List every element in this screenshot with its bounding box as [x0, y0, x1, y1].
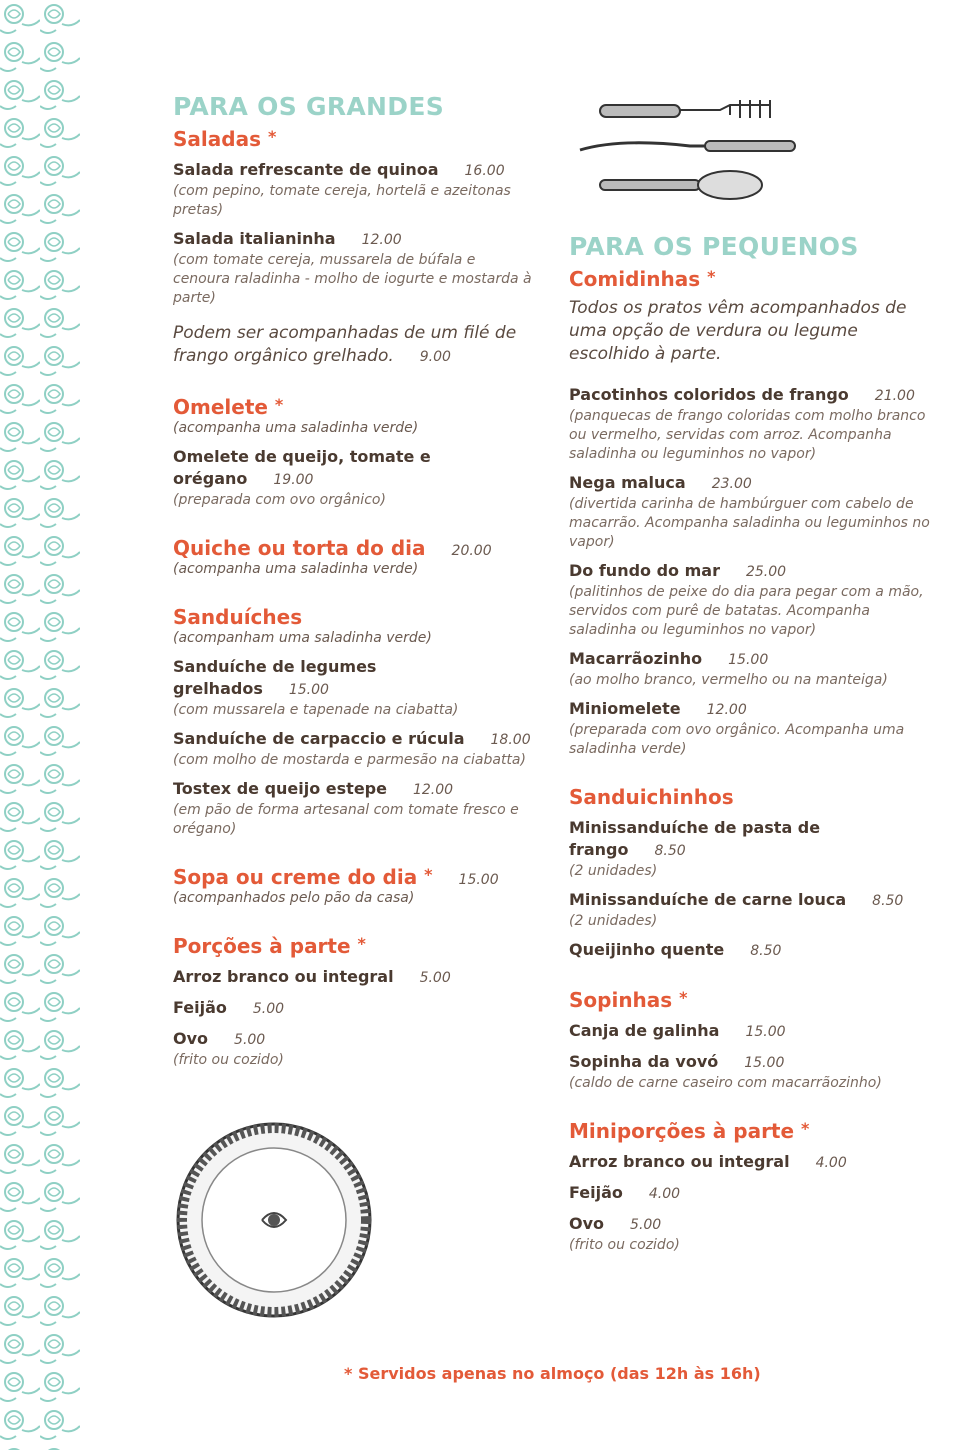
item-name: Nega maluca: [569, 473, 686, 492]
lunch-star: *: [357, 934, 366, 953]
category-porcoes: [173, 934, 533, 1070]
section-title-pequenos: PARA OS PEQUENOS: [569, 232, 859, 261]
plate-icon: [172, 1120, 377, 1320]
menu-item: [173, 446, 533, 510]
item-name: Feijão: [173, 998, 227, 1017]
item-price: 12.00: [412, 782, 454, 798]
category-sopinhas: [569, 988, 939, 1093]
swirl-border-pattern: [0, 0, 80, 1450]
lunch-star: *: [274, 395, 284, 414]
item-name: Salada refrescante de quinoa: [173, 160, 439, 179]
item-price: 18.00: [490, 732, 531, 748]
menu-item: [173, 997, 533, 1020]
item-price: 5.00: [419, 970, 451, 986]
item-desc: (ao molho branco, vermelho ou na manteiga): [569, 672, 888, 688]
item-price: 8.50: [654, 843, 686, 859]
menu-item: [569, 698, 939, 759]
left-column: [173, 92, 533, 1070]
lunch-star: *: [707, 267, 716, 286]
salad-extra: [173, 322, 533, 369]
item-desc: (com mussarela e tapenade na ciabatta): [173, 702, 459, 718]
item-name: Sanduíche de carpaccio e rúcula: [173, 729, 465, 748]
category-title: Sanduíches: [173, 605, 303, 629]
item-name: Minissanduíche de carne louca: [569, 890, 847, 909]
item-name: Macarrãozinho: [569, 649, 703, 668]
item-price: 15.00: [744, 1055, 785, 1071]
item-name: Minissanduíche de pasta de frango: [569, 818, 821, 859]
item-price: 19.00: [273, 472, 314, 488]
item-price: 4.00: [815, 1155, 847, 1171]
item-price: 23.00: [711, 476, 752, 492]
category-miniporcoes: [569, 1119, 939, 1255]
item-name: Queijinho quente: [569, 940, 725, 959]
item-desc: (em pão de forma artesanal com tomate fresco e orégano): [173, 802, 519, 837]
lunch-star: *: [424, 865, 433, 884]
item-name: Salada italianinha: [173, 229, 336, 248]
menu-item: [569, 384, 939, 464]
item-price: 15.00: [745, 1024, 786, 1040]
cutlery-icon: [575, 85, 800, 205]
category-note: (acompanha uma saladinha verde): [173, 561, 419, 577]
item-price: 25.00: [745, 564, 787, 580]
menu-item: [569, 472, 939, 552]
item-desc: (preparada com ovo orgânico. Acompanha uma saladinha verde): [569, 722, 905, 757]
category-sopa: [173, 865, 533, 908]
category-title: Comidinhas: [569, 267, 701, 291]
lunch-star: *: [801, 1119, 810, 1138]
menu-item: [173, 728, 533, 770]
item-price: 5.00: [630, 1217, 662, 1233]
item-price: 5.00: [234, 1032, 266, 1048]
category-note: (acompanhados pelo pão da casa): [173, 890, 415, 906]
item-name: Do fundo do mar: [569, 561, 720, 580]
item-desc: (com pepino, tomate cereja, hortelã e azeitonas pretas): [173, 183, 511, 218]
extra-text: Podem ser acompanhadas de um filé de frango orgânico grelhado.: [173, 323, 517, 366]
category-saladas: [173, 127, 533, 369]
item-name: Feijão: [569, 1183, 623, 1202]
menu-item: [173, 656, 533, 720]
section-title-grandes: PARA OS GRANDES: [173, 92, 445, 121]
lunch-only-footnote: * Servidos apenas no almoço (das 12h às 16h): [344, 1364, 761, 1383]
item-name: Sanduíche de legumes grelhados: [173, 657, 377, 698]
menu-item: [569, 1151, 939, 1174]
menu-item: [569, 648, 939, 690]
item-price: 15.00: [728, 652, 769, 668]
item-desc: (frito ou cozido): [569, 1237, 680, 1253]
item-desc: (frito ou cozido): [173, 1052, 284, 1068]
item-price: 4.00: [648, 1186, 681, 1202]
category-title: Quiche ou torta do dia: [173, 536, 426, 560]
item-price: 12.00: [361, 232, 402, 248]
item-price: 5.00: [252, 1001, 285, 1017]
menu-item: [173, 966, 533, 989]
item-price: 21.00: [874, 388, 915, 404]
menu-item: [569, 1051, 939, 1093]
item-name: Arroz branco ou integral: [569, 1152, 790, 1171]
category-sanduiches: [173, 605, 533, 839]
menu-item: [173, 159, 533, 220]
item-desc: (panquecas de frango coloridas com molho branco ou vermelho, servidas com arroz. Acompanha saladinha ou leguminhos no vapor): [569, 408, 926, 462]
category-title: Omelete: [173, 395, 268, 419]
category-title: Porções à parte: [173, 934, 351, 958]
item-name: Canja de galinha: [569, 1021, 720, 1040]
menu-item: [173, 778, 533, 839]
item-desc: (2 unidades): [569, 863, 658, 879]
category-intro: Todos os pratos vêm acompanhados de uma opção de verdura ou legume escolhido à parte.: [569, 298, 907, 364]
item-desc: (com tomate cereja, mussarela de búfala e cenoura raladinha - molho de iogurte e mostarda à parte): [173, 252, 532, 306]
menu-item: [569, 560, 939, 640]
item-price: 16.00: [464, 163, 505, 179]
category-note: (acompanham uma saladinha verde): [173, 630, 432, 646]
item-desc: (caldo de carne caseiro com macarrãozinho): [569, 1075, 882, 1091]
category-quiche: [173, 536, 533, 579]
item-price: 15.00: [288, 682, 329, 698]
menu-item: [569, 889, 939, 931]
item-name: Pacotinhos coloridos de frango: [569, 385, 849, 404]
menu-item: [173, 228, 533, 308]
category-comidinhas: [569, 267, 939, 759]
category-title: Sopinhas: [569, 988, 673, 1012]
lunch-star: *: [679, 988, 688, 1007]
menu-item: [569, 1020, 939, 1043]
category-title: Saladas: [173, 127, 261, 151]
item-name: Sopinha da vovó: [569, 1052, 719, 1071]
item-desc: (com molho de mostarda e parmesão na ciabatta): [173, 752, 526, 768]
item-desc: (2 unidades): [569, 913, 658, 929]
category-title: Sopa ou creme do dia: [173, 865, 418, 889]
item-desc: (divertida carinha de hambúrguer com cabelo de macarrão. Acompanha saladinha ou leguminhos no vapor): [569, 496, 930, 550]
item-price: 15.00: [458, 872, 499, 888]
extra-price: 9.00: [419, 349, 451, 365]
item-price: 8.50: [872, 893, 904, 909]
item-name: Ovo: [173, 1029, 209, 1048]
category-title: Miniporções à parte: [569, 1119, 795, 1143]
item-name: Omelete de queijo, tomate e orégano: [173, 447, 431, 488]
item-price: 12.00: [706, 702, 747, 718]
category-omelete: [173, 395, 533, 510]
menu-item: [569, 817, 939, 881]
category-sanduichinhos: [569, 785, 939, 962]
menu-item: [569, 1182, 939, 1205]
menu-item: [173, 1028, 533, 1070]
right-column: [569, 232, 939, 1255]
menu-item: [569, 1213, 939, 1255]
item-desc: (preparada com ovo orgânico): [173, 492, 386, 508]
item-desc: (palitinhos de peixe do dia para pegar com a mão, servidos com purê de batatas. Acompanha saladinha ou leguminhos no vapor): [569, 584, 924, 638]
category-title: Sanduichinhos: [569, 785, 734, 809]
item-name: Ovo: [569, 1214, 605, 1233]
category-note: (acompanha uma saladinha verde): [173, 420, 419, 436]
lunch-star: *: [267, 127, 277, 146]
item-name: Tostex de queijo estepe: [173, 779, 387, 798]
menu-item: [569, 939, 939, 962]
item-name: Miniomelete: [569, 699, 681, 718]
item-price: 8.50: [750, 943, 782, 959]
item-price: 20.00: [451, 543, 492, 559]
item-name: Arroz branco ou integral: [173, 967, 394, 986]
